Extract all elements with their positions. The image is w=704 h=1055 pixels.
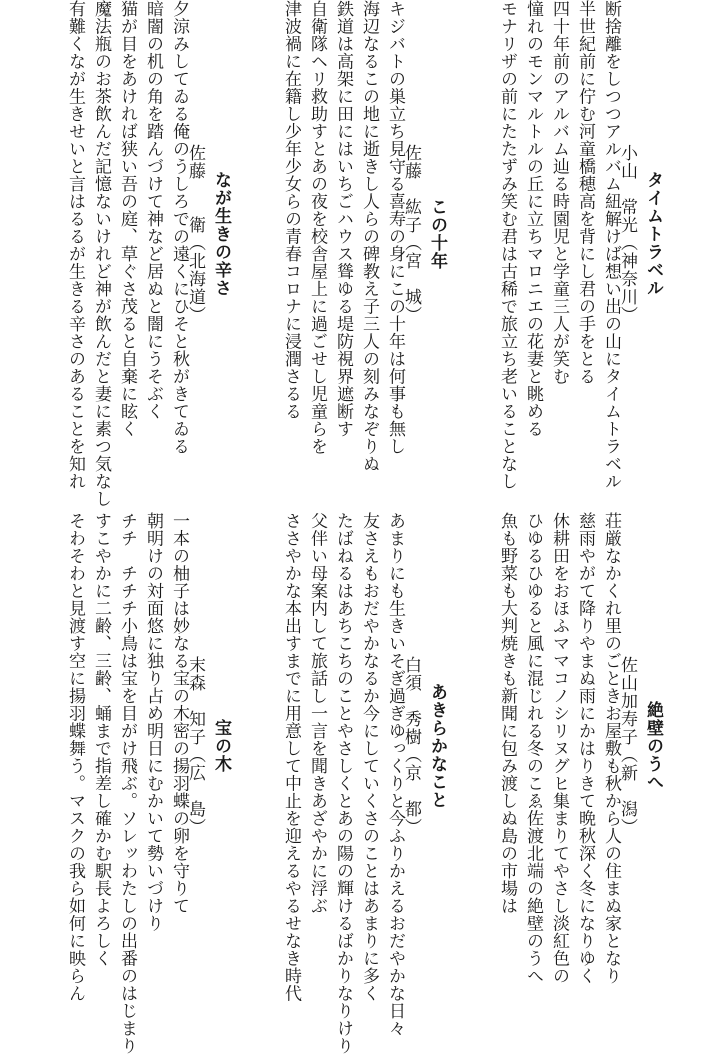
poem-line: 有難くなが生きせいと言はるるが生きる辛さのあることを知れ	[65, 0, 85, 490]
lower-section	[0, 512, 704, 1055]
poem-heading	[185, 512, 234, 980]
poem-line: 断捨離をしつつアルバム紐解けば想い出の山にタイムトラベル	[601, 0, 621, 490]
poem-title: タイムトラベル	[643, 171, 663, 297]
poem-line: 魔法瓶のお茶飲んだ記憶ないけれど神が飲んだと妻に素つ気なし	[91, 0, 111, 508]
poem-heading	[401, 512, 450, 980]
poem-line: 鉄道は高架に田にはいちごハウス聳ゆる堤防視界遮断す	[333, 0, 353, 438]
poem-author: 小山 常光（神奈川）	[617, 144, 637, 324]
poem-line: すこやかに二齢、三齢、蛹まで指差し確かむ駅長よろしく	[91, 512, 111, 967]
poem-time-travel	[494, 0, 666, 490]
poem-heading	[185, 0, 234, 468]
poem-line: モナリザの前にたたずみ笑む君は古稀で旅立ち老いることなし	[497, 0, 517, 490]
poem-line: 暗闇の机の角を踏んづけて神など居ぬと闇にうそぶく	[143, 0, 163, 420]
poem-line: 一本の柚子は妙なる宝の木密の揚羽蝶の卵を守りて	[169, 512, 189, 915]
poem-line: 友さえもおだやかなるか今にしていくさのことはあまりに多く	[359, 512, 379, 1002]
poem-line: 海辺なるこの地に逝きし人らの碑教え子三人の刻みなぞりぬ	[359, 0, 379, 473]
poem-line: 慈雨やがて降りやまぬ雨にかはりきて晩秋深く冬になりゆく	[575, 512, 595, 985]
poem-long-life	[62, 0, 234, 508]
poem-author: 佐藤 紘子（宮 城）	[401, 144, 421, 324]
poem-line: あまりにも生きいそぎ過ぎゆっくりと今ふりかえるおだやかな日々	[385, 512, 405, 1037]
poem-author: 佐山加寿子（新 潟）	[617, 656, 637, 836]
poem-line: 朝明けの対面悠に独り占め明日にむかいて勢いづけり	[143, 512, 163, 932]
poem-author: 佐藤 衛（北海道）	[185, 144, 205, 324]
poem-line: 休耕田をおほふママコノシリヌグヒ集まりてやさし淡紅色の	[549, 512, 569, 985]
poem-line: 荘厳なかくれ里のごときお屋敷も秋から人の住まぬ家となり	[601, 512, 621, 985]
poem-line: 夕涼みしてゐる俺のうしろでの遠くにひそと秋がきてゐる	[169, 0, 189, 455]
poem-line: 半世紀前に佇む河童橋穂高を背にし君の手をとる	[575, 0, 595, 385]
poem-this-decade	[278, 0, 450, 473]
poem-line: キジバトの巣立ち見守る喜寿の身にこの十年は何事も無し	[385, 0, 405, 455]
poem-line: 自衛隊ヘリ救助すとあの夜を校舎屋上に過ごせし児童らを	[307, 0, 327, 455]
poem-line: ひゆるひゆると風に混じれる冬のこゑ佐渡北端の絶壁のうへ	[523, 512, 543, 985]
poem-line: ささやかな本出すまでに用意して中止を迎えるやるせなき時代	[281, 512, 301, 1002]
poem-line: 父伴い母案内して旅話し一言を聞きあざやかに浮ぶ	[307, 512, 327, 915]
poem-title: この十年	[427, 198, 447, 270]
poem-treasure-tree	[62, 512, 234, 1055]
poem-line: 猫が目をあければ狭い吾の庭、草ぐさ茂ると自棄に眩く	[117, 0, 137, 438]
poem-line: そわそわと見渡す空に揚羽蝶舞う。マスクの我ら如何に映らん	[65, 512, 85, 1002]
poem-heading	[617, 0, 666, 468]
poem-heading	[617, 512, 666, 980]
poem-line: 魚も野菜も大判焼きも新聞に包み渡しぬ島の市場は	[497, 512, 517, 915]
poem-title: あきらかなこと	[427, 683, 447, 809]
upper-section	[0, 0, 704, 508]
poem-line: 四十年前のアルバム辿る時園児と学童三人が笑む	[549, 0, 569, 385]
poem-title: 宝の木	[211, 719, 231, 773]
poem-title: 絶壁のうへ	[643, 701, 663, 791]
poem-heading	[401, 0, 450, 468]
poem-line: チチ チチチ小鳥は宝を目がけ飛ぶ。ソレッわたしの出番のはじまり	[117, 512, 137, 1055]
poem-title: なが生きの辛さ	[211, 171, 231, 297]
poem-author: 末森 知子（広 島）	[185, 656, 205, 836]
poem-line: 憧れのモンマルトルの丘に立ちマロニエの花妻と眺める	[523, 0, 543, 438]
poem-author: 白須 秀樹（京 都）	[401, 656, 421, 836]
poem-on-the-cliff	[494, 512, 666, 985]
poem-obvious-things	[278, 512, 450, 1055]
poem-line: 津波禍に在籍し少年少女らの青春コロナに浸潤さるる	[281, 0, 301, 420]
poem-line: たばねるはあちこちのことやさしくとあの陽の輝けるばかりなりけり	[333, 512, 353, 1055]
